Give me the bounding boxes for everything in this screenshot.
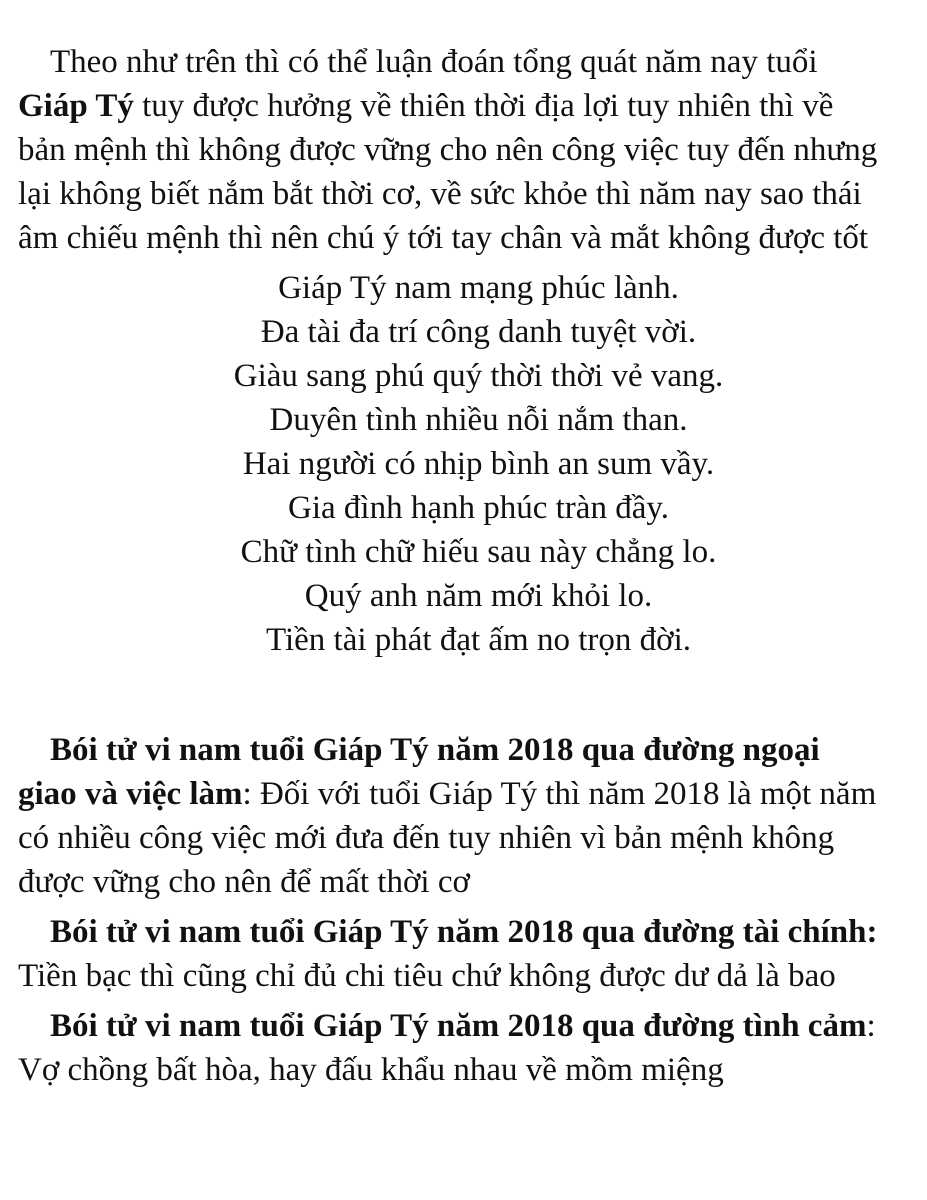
intro-line-1 bbox=[0, 40, 927, 84]
poem-line: Chữ tình chữ hiếu sau này chẳng lo. bbox=[240, 534, 717, 570]
poem-line: Duyên tình nhiều nỗi nắm than. bbox=[269, 402, 688, 438]
work-line-3 bbox=[0, 816, 927, 860]
work-line-1 bbox=[0, 728, 927, 772]
work-text: có nhiều công việc mới đưa đến tuy nhiên vì bản mệnh không bbox=[18, 820, 835, 856]
finance-heading: Bói tử vi nam tuổi Giáp Tý năm 2018 qua đường tài chính: bbox=[50, 914, 878, 950]
poem-line: Đa tài đa trí công danh tuyệt vời. bbox=[260, 314, 697, 350]
work-heading: giao và việc làm bbox=[18, 776, 243, 812]
work-text: được vững cho nên để mất thời cơ bbox=[18, 864, 470, 900]
intro-emphasis: Giáp Tý bbox=[18, 88, 134, 124]
intro-text: tuy được hưởng về thiên thời địa lợi tuy nhiên thì về bbox=[133, 88, 834, 124]
poem-line: Hai người có nhịp bình an sum vầy. bbox=[242, 446, 715, 482]
love-text: : bbox=[866, 1008, 876, 1044]
love-line-1 bbox=[0, 1004, 927, 1048]
love-text: Vợ chồng bất hòa, hay đấu khẩu nhau về mồm miệng bbox=[18, 1052, 724, 1088]
work-heading: Bói tử vi nam tuổi Giáp Tý năm 2018 qua đường ngoại bbox=[50, 732, 820, 768]
work-text: : Đối với tuổi Giáp Tý thì năm 2018 là một năm bbox=[242, 776, 877, 812]
poem-line: Gia đình hạnh phúc tràn đầy. bbox=[288, 490, 669, 526]
intro-text: bản mệnh thì không được vững cho nên công việc tuy đến nhưng bbox=[18, 132, 878, 168]
intro-line-3 bbox=[0, 128, 927, 172]
intro-line-5 bbox=[0, 216, 927, 260]
intro-line-2 bbox=[0, 84, 927, 128]
poem-line: Giáp Tý nam mạng phúc lành. bbox=[278, 270, 679, 306]
poem-line: Tiền tài phát đạt ấm no trọn đời. bbox=[265, 622, 692, 658]
love-line-2 bbox=[0, 1048, 927, 1092]
poem-line: Quý anh năm mới khỏi lo. bbox=[304, 578, 653, 614]
finance-text: Tiền bạc thì cũng chỉ đủ chi tiêu chứ không được dư dả là bao bbox=[18, 958, 836, 994]
work-line-2 bbox=[0, 772, 927, 816]
poem-line: Giàu sang phú quý thời thời vẻ vang. bbox=[233, 358, 724, 394]
finance-line-2 bbox=[0, 954, 927, 998]
love-heading: Bói tử vi nam tuổi Giáp Tý năm 2018 qua đường tình cảm bbox=[50, 1008, 867, 1044]
finance-line-1 bbox=[0, 910, 927, 954]
work-line-4 bbox=[0, 860, 927, 904]
intro-text: Theo như trên thì có thể luận đoán tổng quát năm nay tuổi bbox=[50, 44, 818, 80]
intro-line-4 bbox=[0, 172, 927, 216]
intro-text: âm chiếu mệnh thì nên chú ý tới tay chân và mắt không được tốt bbox=[18, 220, 869, 256]
intro-text: lại không biết nắm bắt thời cơ, về sức khỏe thì năm nay sao thái bbox=[18, 176, 862, 212]
